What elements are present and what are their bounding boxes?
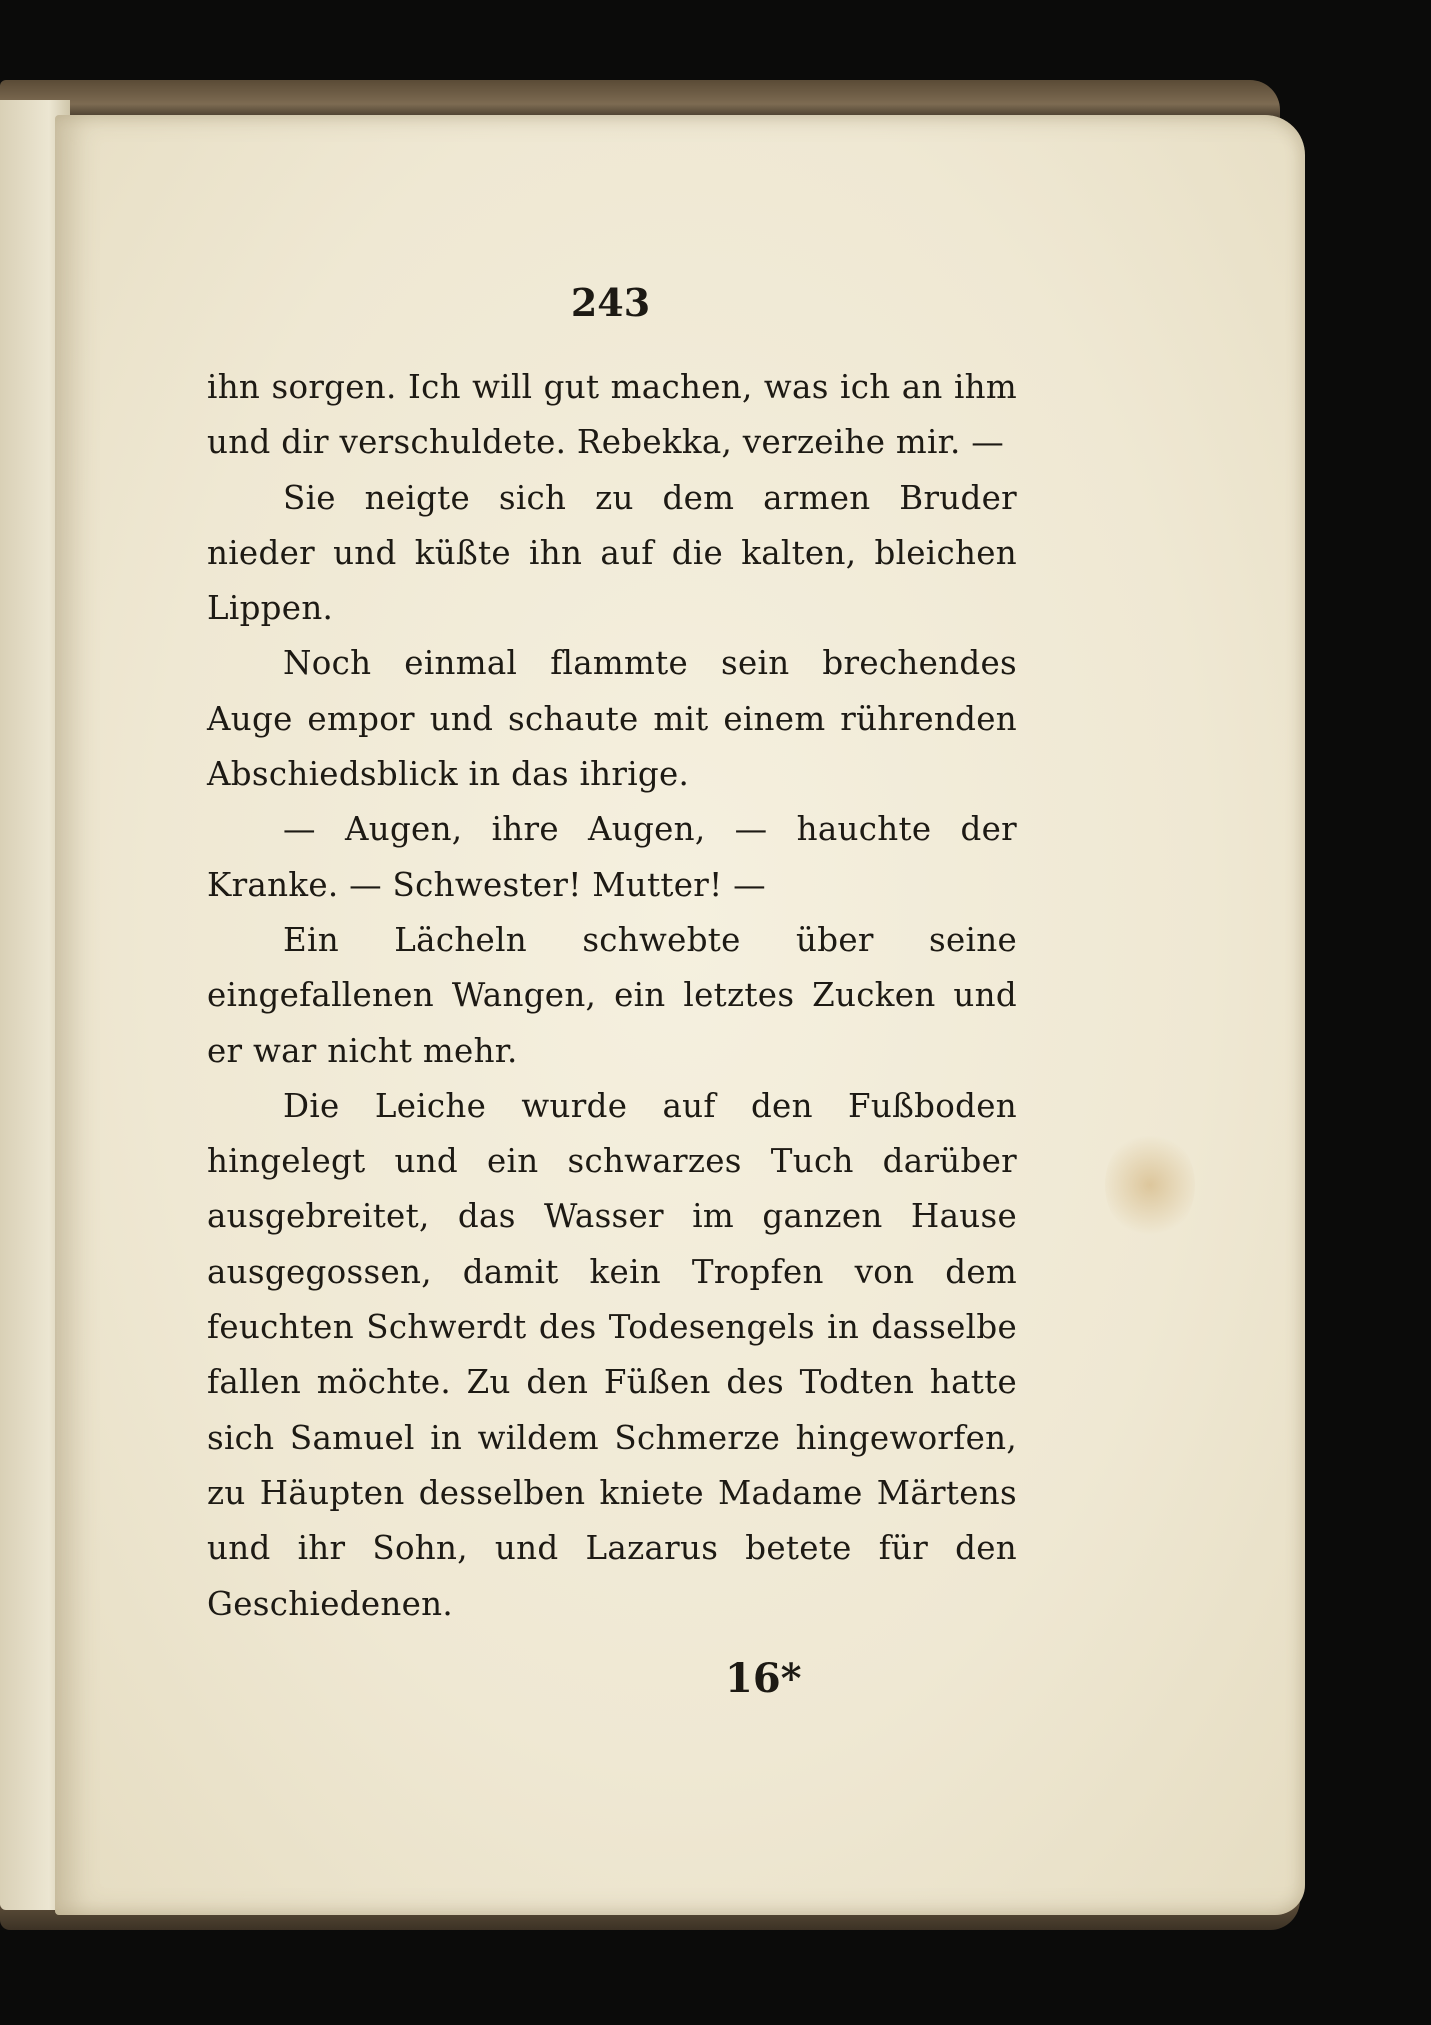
paragraph-2: Sie neigte sich zu dem armen Bruder nieder und küßte ihn auf die kalten, bleichen Lippen. (207, 478, 1017, 628)
paragraph-1: ihn sorgen. Ich will gut machen, was ich an ihm und dir verschuldete. Rebekka, verzeihe mir. — (207, 368, 1017, 462)
paragraph-6: Die Leiche wurde auf den Fußboden hingelegt und ein schwarzes Tuch darüber ausgebreitet, das Wasser im ganzen Hause ausgegossen, damit kein Tropfen von dem feuchten Schwerdt des Todesengels in dasselbe fallen möchte. Zu den Füßen des Todten hatte sich Samuel in wildem Schmerze hingeworfen, zu Häupten desselben kniete Madame Märtens und ihr Sohn, und Lazarus betete für den Geschiedenen. (207, 1086, 1017, 1623)
book-edge-top (0, 80, 1280, 120)
printer-signature: 16* (725, 1655, 802, 1702)
paper-stain (1105, 1130, 1195, 1240)
paragraph-4: — Augen, ihre Augen, — hauchte der Kranke. — Schwester! Mutter! — (207, 810, 1017, 904)
paragraph-3: Noch einmal flammte sein brechendes Auge empor und schaute mit einem rührenden Abschiedsblick in das ihrige. (207, 644, 1017, 794)
body-text (207, 360, 1017, 1632)
paragraph-5: Ein Lächeln schwebte über seine eingefallenen Wangen, ein letztes Zucken und er war nicht mehr. (207, 920, 1017, 1070)
page-number: 243 (570, 280, 651, 325)
